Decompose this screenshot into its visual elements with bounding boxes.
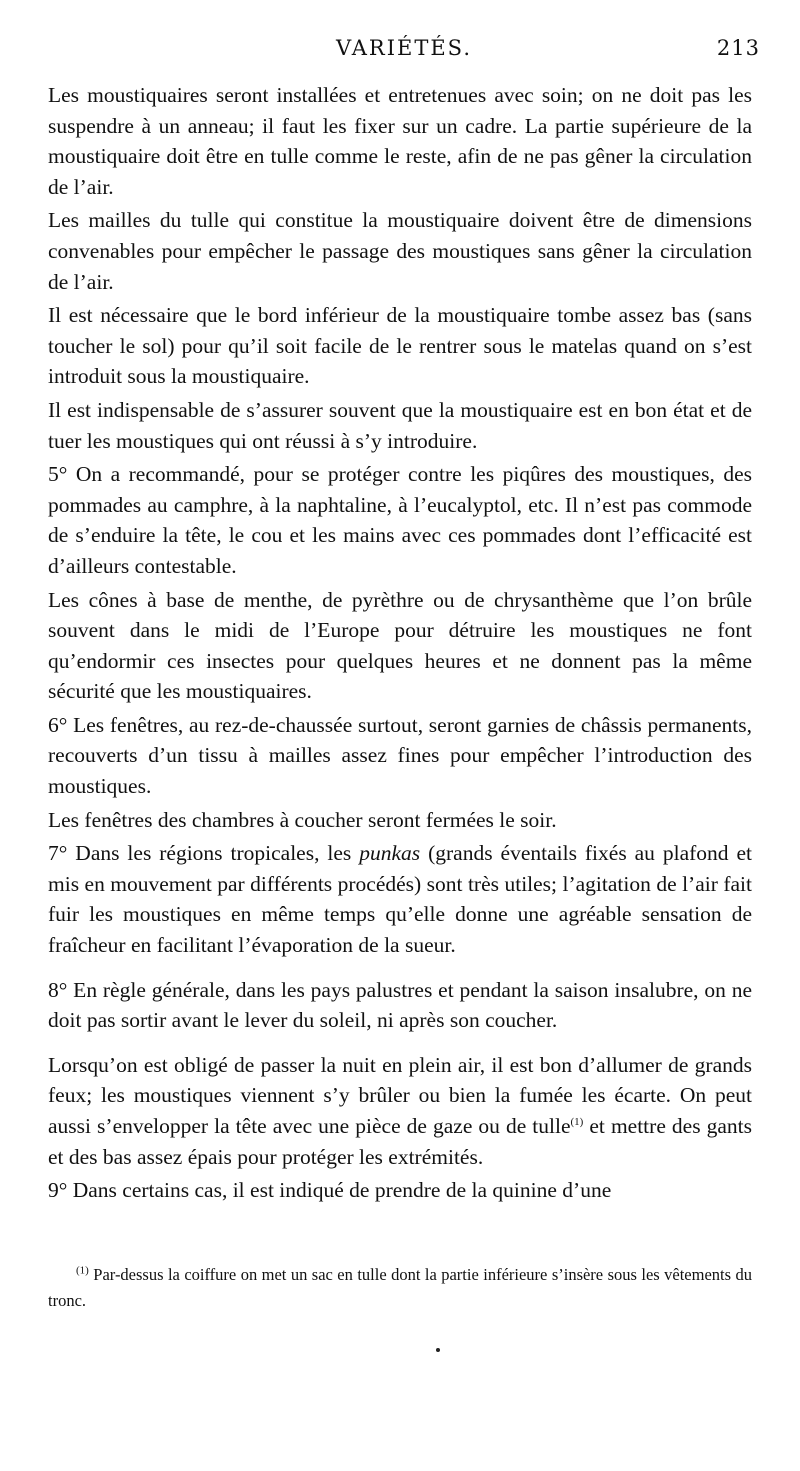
footnote-text: Par-dessus la coiffure on met un sac en tulle dont la partie inférieure s’insère sous les vêtements du tronc.: [48, 1265, 752, 1310]
night-text-after: et mettre des gants et des bas assez épais pour protéger les extrémités.: [48, 1114, 752, 1169]
paragraph-check-net: Il est indispensable de s’assurer souvent que la moustiquaire est en bon état et de tuer les moustiques qui ont réussi à s’y introduire.: [48, 397, 752, 453]
ink-speck: [436, 1348, 440, 1352]
page-header: [48, 36, 760, 70]
paragraph-item-6-windows: 6° Les fenêtres, au rez-de-chaussée surtout, seront garnies de châssis permanents, recouverts d’un tissu à mailles assez fines pour empêcher l’introduction des moustiques.: [48, 712, 752, 799]
paragraph-cones: Les cônes à base de menthe, de pyrèthre ou de chrysanthème que l’on brûle souvent dans le midi de l’Europe pour détruire les moustiques ne font qu’endormir ces insectes pour quelques heures et ne donnent pas la même sécurité que les moustiquaires.: [48, 587, 752, 704]
body-text: [48, 80, 752, 1209]
running-title: VARIÉTÉS.: [336, 36, 472, 60]
footnote: [48, 1262, 752, 1314]
paragraph-item-8-general-rule: 8° En règle générale, dans les pays palustres et pendant la saison insalubre, on ne doit pas sortir avant le lever du soleil, ni après son coucher.: [48, 977, 752, 1033]
punkas-text-before: 7° Dans les régions tropicales, les: [48, 841, 360, 866]
night-text-before: Lorsqu’on est obligé de passer la nuit en plein air, il est bon d’allumer de grands feux; les moustiques viennent s’y brûler ou bien la fumée les écarte. On peut aussi s’envelopper la tête avec une pièce de gaze ou de tulle: [48, 1052, 752, 1138]
paragraph-item-5-ointments: 5° On a recommandé, pour se protéger contre les piqûres des moustiques, des pommades au camphre, à la naphtaline, à l’eucalyptol, etc. Il n’est pas commode de s’enduire la tête, le cou et les mains avec ces pommades dont l’efficacité est d’ailleurs contestable.: [48, 462, 752, 578]
footnote-reference: (1): [570, 1115, 584, 1128]
page-number: 213: [716, 36, 760, 60]
paragraph-night-outdoors: [48, 1050, 752, 1172]
paragraph-tulle-mesh: Les mailles du tulle qui constitue la moustiquaire doivent être de dimensions convenables pour empêcher le passage des moustiques sans gêner la circulation de l’air.: [48, 208, 752, 294]
paragraph-mosquito-nets-installation: Les moustiquaires seront installées et entretenues avec soin; on ne doit pas les suspendre à un anneau; il faut les fixer sur un cadre. La partie supérieure de la moustiquaire doit être en tulle comme le reste, afin de ne pas gêner la circulation de l’air.: [48, 83, 752, 199]
paragraph-lower-edge: Il est nécessaire que le bord inférieur de la moustiquaire tombe assez bas (sans toucher le sol) pour qu’il soit facile de le rentrer sous le matelas quand on s’est introduit sous la moustiquaire.: [48, 303, 752, 389]
paragraph-item-7-punkas: [48, 838, 752, 960]
punkas-term: punkas: [359, 841, 421, 866]
paragraph-item-9-quinine: 9° Dans certains cas, il est indiqué de prendre de la quinine d’une: [48, 1178, 612, 1203]
paragraph-bedroom-windows: Les fenêtres des chambres à coucher seront fermées le soir.: [48, 807, 557, 832]
punkas-text-after: (grands éventails fixés au plafond et mis en mouvement par différents procédés) sont très utiles; l’agitation de l’air fait fuir les moustiques en même temps qu’elle donne une agréable sensation de fraîcheur en facilitant l’évaporation de la sueur.: [48, 841, 753, 958]
footnote-mark: (1): [76, 1264, 89, 1277]
